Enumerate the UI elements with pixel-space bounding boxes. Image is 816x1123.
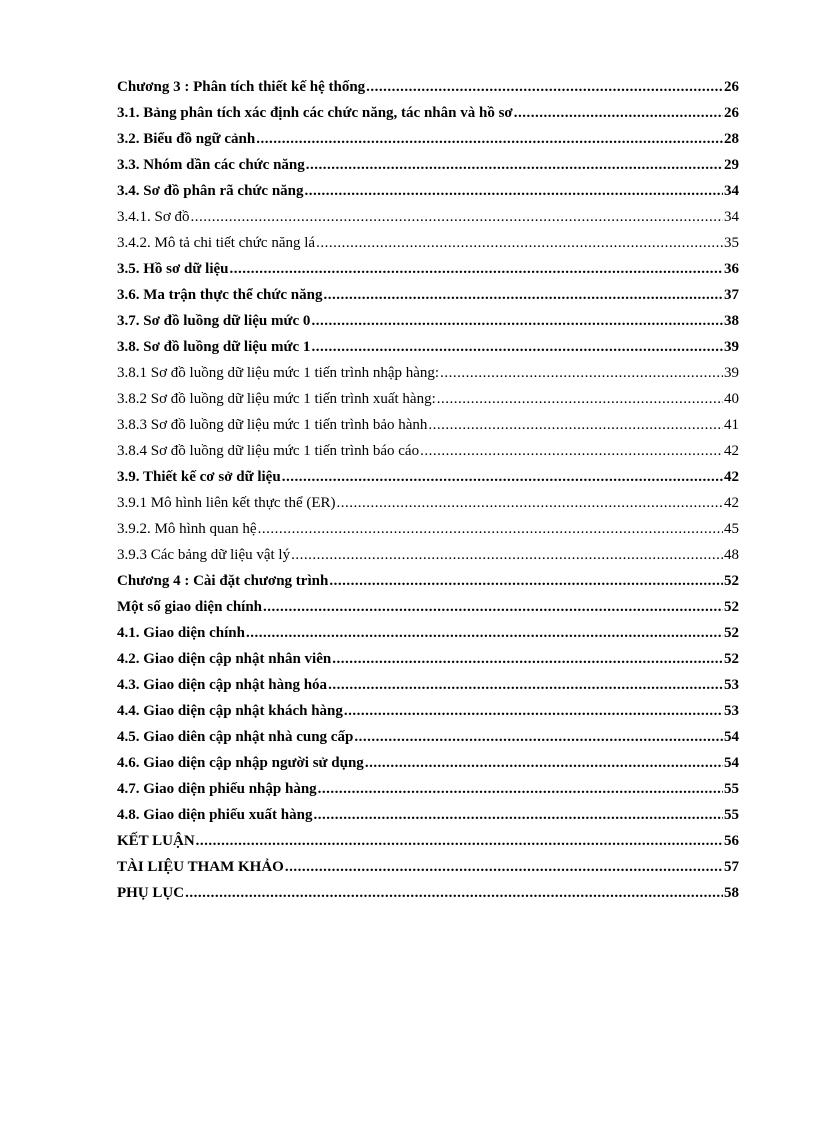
toc-entry[interactable] (117, 152, 739, 178)
toc-dot-leader (311, 334, 723, 360)
toc-entry[interactable] (117, 126, 739, 152)
toc-entry-page-number: 35 (724, 235, 739, 251)
toc-entry[interactable] (117, 230, 739, 256)
toc-entry-page-number: 40 (724, 391, 739, 407)
toc-entry-title: 4.8. Giao diện phiếu xuất hàng (117, 807, 313, 823)
toc-entry[interactable] (117, 464, 739, 490)
toc-dot-leader (311, 308, 723, 334)
toc-entry[interactable] (117, 802, 739, 828)
toc-entry-title: 3.9.3 Các bảng dữ liệu vật lý (117, 547, 291, 563)
toc-dot-leader (246, 620, 723, 646)
toc-dot-leader (263, 594, 723, 620)
toc-entry-title: Chương 4 : Cài đặt chương trình (117, 573, 329, 589)
toc-entry[interactable] (117, 516, 739, 542)
toc-entry[interactable] (117, 854, 739, 880)
toc-entry[interactable] (117, 568, 739, 594)
toc-entry-title: 3.9.1 Mô hình liên kết thực thể (ER) (117, 495, 336, 511)
toc-dot-leader (282, 464, 723, 490)
toc-entry-title: 3.8.1 Sơ đồ luồng dữ liệu mức 1 tiến trình nhập hàng: (117, 365, 440, 381)
toc-entry-title: PHỤ LỤC (117, 885, 185, 901)
toc-entry[interactable] (117, 620, 739, 646)
toc-dot-leader (332, 646, 723, 672)
toc-entry-page-number: 55 (724, 781, 739, 797)
toc-entry-page-number: 52 (724, 573, 739, 589)
toc-entry[interactable] (117, 282, 739, 308)
toc-entry-page-number: 54 (724, 729, 739, 745)
toc-dot-leader (291, 542, 723, 568)
toc-entry-page-number: 34 (724, 209, 739, 225)
toc-dot-leader (191, 204, 723, 230)
toc-entry-title: Một số giao diện chính (117, 599, 263, 615)
toc-entry[interactable] (117, 438, 739, 464)
toc-entry[interactable] (117, 308, 739, 334)
toc-dot-leader (196, 828, 723, 854)
toc-entry-page-number: 28 (724, 131, 739, 147)
toc-entry-page-number: 42 (724, 495, 739, 511)
toc-entry-title: 3.6. Ma trận thực thể chức năng (117, 287, 323, 303)
toc-entry[interactable] (117, 750, 739, 776)
toc-entry-page-number: 45 (724, 521, 739, 537)
toc-entry-title: 3.3. Nhóm dần các chức năng (117, 157, 305, 173)
toc-entry-page-number: 55 (724, 807, 739, 823)
toc-entry-page-number: 48 (724, 547, 739, 563)
toc-entry-page-number: 37 (724, 287, 739, 303)
toc-entry-page-number: 42 (724, 443, 739, 459)
toc-dot-leader (514, 100, 723, 126)
table-of-contents (117, 74, 739, 906)
toc-entry[interactable] (117, 386, 739, 412)
toc-entry[interactable] (117, 100, 739, 126)
toc-entry[interactable] (117, 360, 739, 386)
toc-dot-leader (440, 360, 723, 386)
toc-dot-leader (256, 126, 723, 152)
toc-entry-title: 3.8.2 Sơ đồ luồng dữ liệu mức 1 tiến trình xuất hàng: (117, 391, 436, 407)
toc-dot-leader (185, 880, 723, 906)
toc-entry-title: 4.3. Giao diện cập nhật hàng hóa (117, 677, 328, 693)
toc-entry-page-number: 53 (724, 677, 739, 693)
toc-dot-leader (329, 568, 723, 594)
toc-entry-page-number: 36 (724, 261, 739, 277)
toc-entry-title: 4.1. Giao diện chính (117, 625, 245, 641)
toc-entry-title: 3.8.4 Sơ đồ luồng dữ liệu mức 1 tiến trình báo cáo (117, 443, 420, 459)
toc-entry-title: 3.2. Biểu đồ ngữ cảnh (117, 131, 256, 147)
toc-entry-page-number: 34 (724, 183, 739, 199)
toc-entry[interactable] (117, 490, 739, 516)
toc-dot-leader (365, 750, 723, 776)
toc-dot-leader (344, 698, 723, 724)
toc-entry[interactable] (117, 256, 739, 282)
toc-entry-title: 4.7. Giao diện phiếu nhập hàng (117, 781, 317, 797)
toc-entry-title: 4.4. Giao diện cập nhật khách hàng (117, 703, 343, 719)
toc-dot-leader (258, 516, 723, 542)
toc-entry-page-number: 53 (724, 703, 739, 719)
toc-entry-page-number: 29 (724, 157, 739, 173)
toc-dot-leader (313, 802, 723, 828)
toc-entry[interactable] (117, 880, 739, 906)
toc-dot-leader (328, 672, 723, 698)
toc-entry[interactable] (117, 724, 739, 750)
toc-entry-title: 4.6. Giao diện cập nhập người sử dụng (117, 755, 364, 771)
toc-entry-title: 3.4. Sơ đồ phân rã chức năng (117, 183, 304, 199)
toc-entry[interactable] (117, 334, 739, 360)
toc-entry-page-number: 52 (724, 625, 739, 641)
toc-entry-title: 3.1. Bảng phân tích xác định các chức năng, tác nhân và hồ sơ (117, 105, 513, 121)
toc-dot-leader (305, 178, 723, 204)
toc-dot-leader (337, 490, 723, 516)
toc-dot-leader (437, 386, 723, 412)
toc-entry-title: 3.8. Sơ đồ luồng dữ liệu mức 1 (117, 339, 311, 355)
toc-entry-title: KẾT LUẬN (117, 833, 195, 849)
toc-entry-title: 3.8.3 Sơ đồ luồng dữ liệu mức 1 tiến trình bảo hành (117, 417, 428, 433)
toc-entry-page-number: 38 (724, 313, 739, 329)
toc-entry-page-number: 58 (724, 885, 739, 901)
toc-entry-page-number: 26 (724, 105, 739, 121)
toc-entry[interactable] (117, 646, 739, 672)
toc-entry-title: TÀI LIỆU THAM KHẢO (117, 859, 284, 875)
toc-entry-page-number: 42 (724, 469, 739, 485)
toc-entry[interactable] (117, 594, 739, 620)
toc-entry-page-number: 52 (724, 599, 739, 615)
toc-entry-page-number: 41 (724, 417, 739, 433)
toc-entry[interactable] (117, 204, 739, 230)
toc-dot-leader (366, 74, 723, 100)
toc-entry-title: 3.9.2. Mô hình quan hệ (117, 521, 257, 537)
toc-dot-leader (285, 854, 723, 880)
toc-entry-page-number: 39 (724, 339, 739, 355)
toc-entry-title: Chương 3 : Phân tích thiết kế hệ thống (117, 79, 366, 95)
toc-dot-leader (420, 438, 723, 464)
toc-dot-leader (316, 230, 723, 256)
toc-entry-title: 3.9. Thiết kế cơ sở dữ liệu (117, 469, 281, 485)
toc-entry[interactable] (117, 776, 739, 802)
toc-entry-page-number: 26 (724, 79, 739, 95)
toc-dot-leader (230, 256, 724, 282)
toc-dot-leader (306, 152, 723, 178)
toc-dot-leader (428, 412, 723, 438)
toc-dot-leader (318, 776, 723, 802)
toc-entry-page-number: 52 (724, 651, 739, 667)
toc-entry[interactable] (117, 74, 739, 100)
toc-dot-leader (324, 282, 724, 308)
toc-entry-page-number: 54 (724, 755, 739, 771)
toc-entry-title: 3.7. Sơ đồ luồng dữ liệu mức 0 (117, 313, 311, 329)
toc-entry[interactable] (117, 698, 739, 724)
toc-entry[interactable] (117, 828, 739, 854)
toc-entry-page-number: 39 (724, 365, 739, 381)
toc-entry-title: 4.2. Giao diện cập nhật nhân viên (117, 651, 332, 667)
toc-entry-title: 4.5. Giao diên cập nhật nhà cung cấp (117, 729, 354, 745)
toc-entry-page-number: 56 (724, 833, 739, 849)
toc-entry-title: 3.4.2. Mô tả chi tiết chức năng lá (117, 235, 316, 251)
toc-entry[interactable] (117, 542, 739, 568)
toc-dot-leader (354, 724, 723, 750)
toc-entry[interactable] (117, 672, 739, 698)
toc-entry-title: 3.4.1. Sơ đồ (117, 209, 190, 225)
toc-entry-page-number: 57 (724, 859, 739, 875)
toc-entry[interactable] (117, 412, 739, 438)
toc-entry[interactable] (117, 178, 739, 204)
toc-entry-title: 3.5. Hồ sơ dữ liệu (117, 261, 229, 277)
